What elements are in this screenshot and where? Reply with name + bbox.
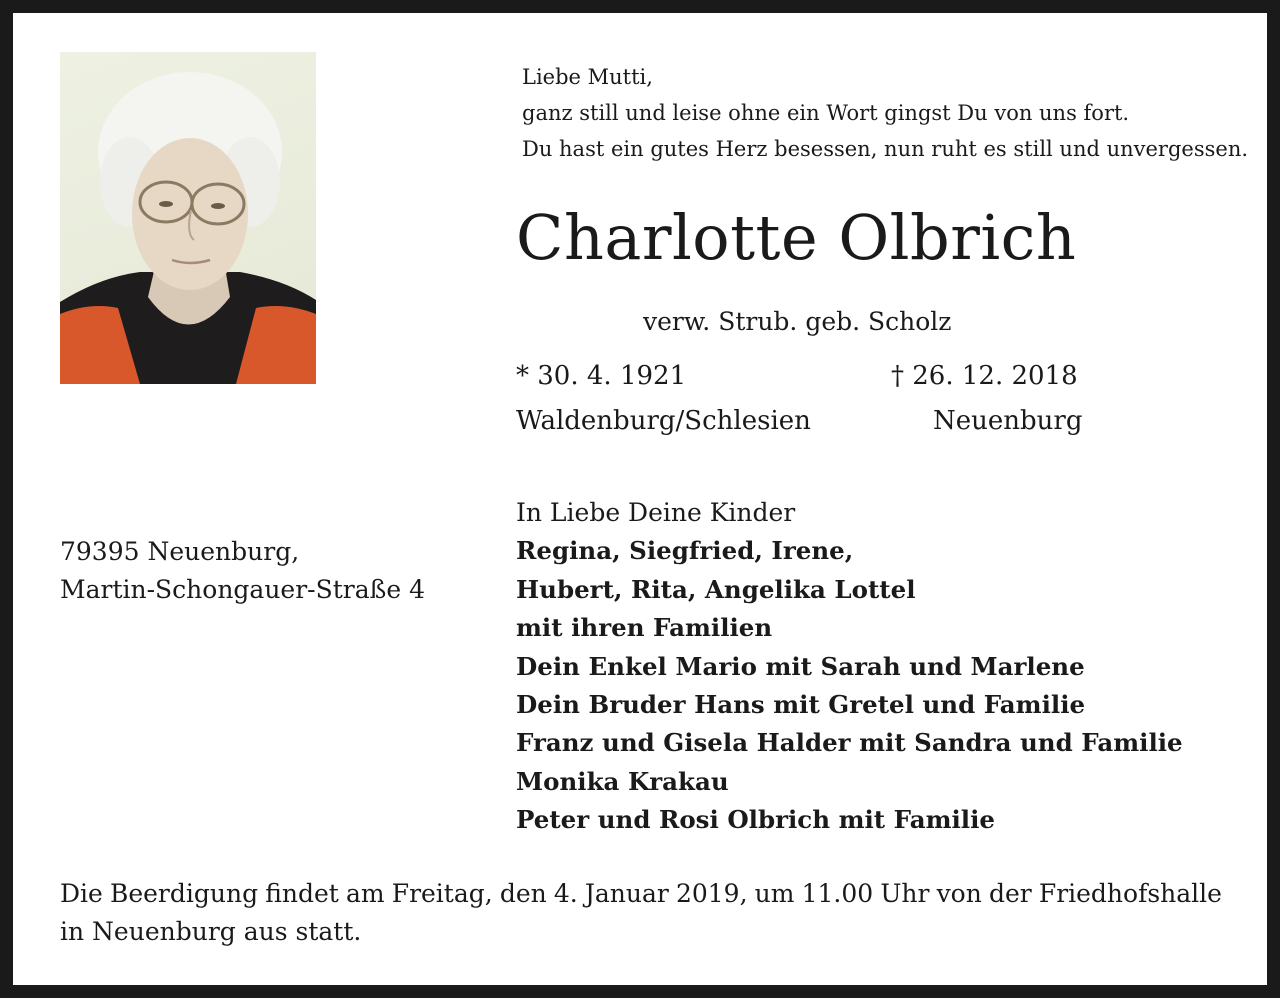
mourner-line: Franz und Gisela Halder mit Sandra und Familie <box>516 728 1183 758</box>
address-line: 79395 Neuenburg, <box>60 537 300 566</box>
poem-line: Liebe Mutti, <box>522 65 653 89</box>
funeral-word: Die <box>60 879 103 908</box>
death-date: † 26. 12. 2018 <box>891 361 1078 391</box>
funeral-word: von <box>936 879 982 908</box>
obituary-card <box>13 13 1267 985</box>
mourner-line: mit ihren Familien <box>516 613 773 643</box>
mourner-line: Dein Bruder Hans mit Gretel und Familie <box>516 690 1086 720</box>
funeral-word: Januar <box>584 879 669 908</box>
mourner-line: Hubert, Rita, Angelika Lottel <box>516 574 916 604</box>
mourner-line: Peter und Rosi Olbrich mit Familie <box>516 805 996 835</box>
funeral-word: 2019, <box>675 879 748 908</box>
address <box>60 533 425 609</box>
funeral-word: 11.00 <box>801 879 874 908</box>
mourners-intro: In Liebe Deine Kinder <box>516 498 796 527</box>
funeral-word: findet <box>265 879 339 908</box>
funeral-word: Beerdigung <box>109 879 259 908</box>
funeral-word: um <box>754 879 795 908</box>
funeral-line-1 <box>60 875 1222 913</box>
poem-line: ganz still und leise ohne ein Wort gingst Du von uns fort. <box>522 101 1130 125</box>
poem-line: Du hast ein gutes Herz besessen, nun ruht es still und unvergessen. <box>522 137 1249 161</box>
birth-place: Waldenburg/Schlesien <box>516 406 811 436</box>
mourner-line: Monika Krakau <box>516 766 729 796</box>
funeral-notice <box>60 875 1222 951</box>
address-line: Martin-Schongauer-Straße 4 <box>60 575 426 604</box>
funeral-word: der <box>988 879 1032 908</box>
funeral-word: 4. <box>553 879 578 908</box>
deceased-name: Charlotte Olbrich <box>516 201 1077 274</box>
funeral-line-2: in Neuenburg aus statt. <box>60 917 362 946</box>
funeral-word: Friedhofshalle <box>1038 879 1222 908</box>
mourners <box>516 494 1183 840</box>
birth-date: * 30. 4. 1921 <box>516 361 687 391</box>
funeral-word: am <box>345 879 385 908</box>
mourner-line: Dein Enkel Mario mit Sarah und Marlene <box>516 651 1085 681</box>
maiden-name: verw. Strub. geb. Scholz <box>643 307 952 336</box>
funeral-word: den <box>499 879 547 908</box>
death-place: Neuenburg <box>933 406 1083 436</box>
poem <box>522 59 1248 167</box>
funeral-word: Uhr <box>880 879 930 908</box>
mourner-line: Regina, Siegfried, Irene, <box>516 536 854 566</box>
portrait-image <box>60 52 316 384</box>
portrait-photo <box>60 52 316 384</box>
funeral-word: Freitag, <box>391 879 493 908</box>
